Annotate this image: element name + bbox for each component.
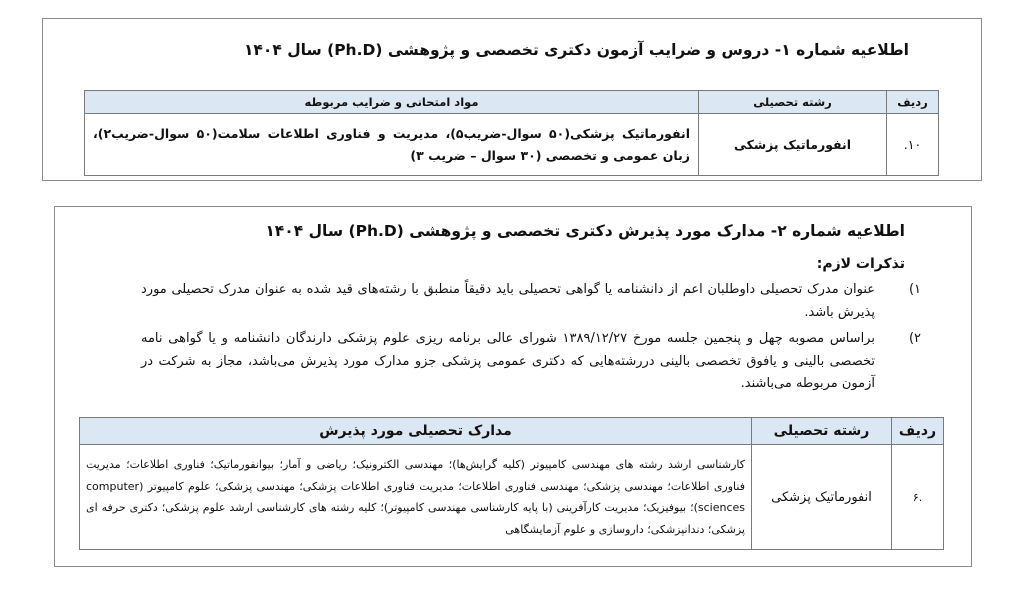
note-number: ۱) (908, 282, 921, 297)
notice-1-panel (42, 18, 982, 181)
note-text: عنوان مدرک تحصیلی داوطلبان اعم از دانشنامه یا گواهی تحصیلی باید دقیقاً منطبق با رشته‌های قید شده به عنوان مدرک تحصیلی مورد پذیرش باشد. (141, 282, 875, 320)
accepted-degrees: کارشناسی ارشد رشته های مهندسی کامپیوتر (کلیه گرایش‌ها)؛ مهندسی الکترونیک؛ ریاضی و آمار؛ بیوانفورماتیک؛ فناوری اطلاعات؛ مدیریت فناوری اطلاعات؛ مهندسی پزشکی؛ مهندسی فناوری اطلاعات؛ مدیریت فناوری اطلاعات پزشکی؛ مهندسی پزشکی؛ علوم کامپیوتر (computer sciences)؛ بیوفیزیک؛ مدیریت کارآفرینی (با پایه کارشناسی مهندسی کامپیوتر)؛ کلیه رشته های کارشناسی ارشد علوم پزشکی؛ دکتری حرفه ای پزشکی؛ دندانپزشکی؛ داروسازی و علوم آزمایشگاهی (80, 445, 752, 550)
note-item (141, 328, 921, 396)
table-row (80, 445, 944, 550)
notice-1-title: اطلاعیه شماره ۱- دروس و ضرایب آزمون دکتری تخصصی و پژوهشی (Ph.D) سال ۱۴۰۴ (243, 41, 909, 59)
note-text: براساس مصوبه چهل و پنجمین جلسه مورخ ۱۳۸۹/۱۲/۲۷ شورای عالی برنامه ریزی علوم پزشکی دارندگان دانشنامه و یا گواهی نامه تخصصی بالینی و یافوق تخصصی بالینی دررشته‌هایی که دکتری عمومی پزشکی جزو مدارک مورد پذیرش می‌باشد، مجاز به شرکت در آزمون مربوطه می‌باشند. (141, 331, 875, 391)
table-header-row (85, 91, 939, 114)
note-number: ۲) (908, 331, 921, 346)
note-item (141, 279, 921, 324)
exam-subjects: انفورماتیک پزشکی(۵۰ سوال-ضریب۵)، مدیریت و فناوری اطلاعات سلامت(۵۰ سوال-ضریب۲)، زبان عمومی و تخصصی (۳۰ سوال – ضریب ۳) (85, 114, 699, 176)
notes-list (141, 279, 921, 400)
header-row-number: ردیف (892, 418, 944, 445)
notice-2-table (79, 417, 944, 550)
field-name: انفورماتیک پزشکی (752, 445, 892, 550)
field-name: انفورماتیک پزشکی (699, 114, 887, 176)
header-row-number: ردیف (887, 91, 939, 114)
row-number: ۱۰. (887, 114, 939, 176)
header-accepted-degrees: مدارک تحصیلی مورد پذیرش (80, 418, 752, 445)
header-subjects: مواد امتحانی و ضرایب مربوطه (85, 91, 699, 114)
notice-1-table (84, 90, 939, 176)
table-row (85, 114, 939, 176)
notice-2-panel (54, 206, 972, 567)
notes-heading: تذکرات لازم: (816, 256, 905, 272)
header-field: رشته تحصیلی (752, 418, 892, 445)
header-field: رشته تحصیلی (699, 91, 887, 114)
table-header-row (80, 418, 944, 445)
row-number: .۶ (892, 445, 944, 550)
notice-2-title: اطلاعیه شماره ۲- مدارک مورد پذیرش دکتری تخصصی و پژوهشی (Ph.D) سال ۱۴۰۴ (265, 222, 905, 240)
